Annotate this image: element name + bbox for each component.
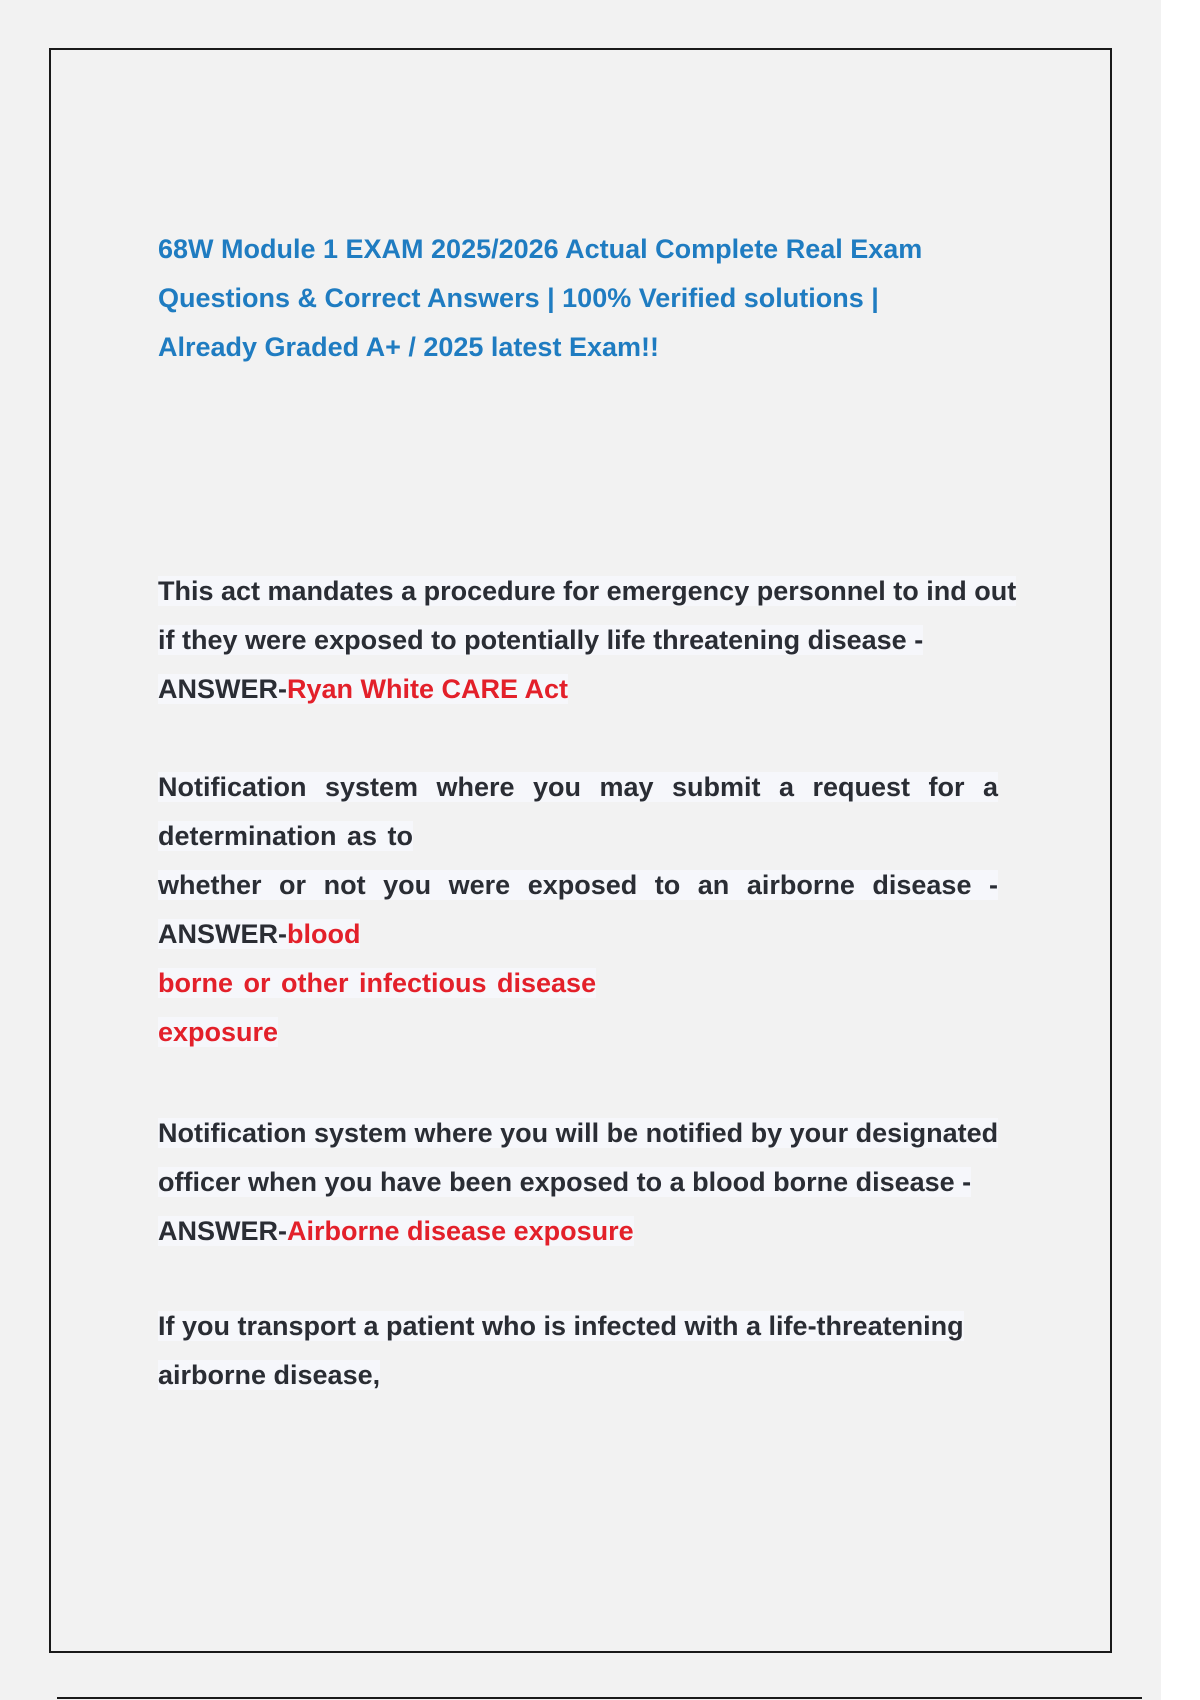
qa-1-answer-prefix: ANSWER-	[158, 674, 287, 704]
qa-1-question: This act mandates a procedure for emergency personnel to ind out if they were exposed to potentially life threatening disease -	[158, 576, 1017, 655]
qa-4-question: If you transport a patient who is infected with a life-threatening airborne disease,	[158, 1311, 964, 1390]
title-line-2: Questions & Correct Answers | 100% Verified solutions |	[158, 283, 879, 313]
qa-1-answer: Ryan White CARE Act	[287, 674, 569, 704]
qa-2-question-line-2: whether or not you were exposed to an airborne disease -	[158, 870, 998, 900]
qa-2-question-line-1: Notification system where you may submit a request for a determination as to	[158, 772, 998, 851]
bottom-divider	[57, 1697, 1142, 1699]
qa-2-answer-line-1: blood	[287, 919, 361, 949]
qa-3-answer-prefix: ANSWER-	[158, 1216, 287, 1246]
qa-2-question-line-1-wrap	[158, 763, 998, 861]
document-title	[158, 225, 1018, 372]
qa-2-answer-line-3: exposure	[158, 1017, 279, 1047]
qa-2-question-line-2-wrap	[158, 861, 998, 959]
qa-3-question: Notification system where you will be notified by your designated officer when you have been exposed to a blood borne disease -	[158, 1118, 999, 1197]
qa-2-answer-line-2-wrap	[158, 959, 998, 1008]
qa-2-answer-line-3-wrap	[158, 1008, 998, 1057]
qa-item-2	[158, 763, 998, 1057]
qa-3-answer: Airborne disease exposure	[287, 1216, 634, 1246]
qa-item-4	[158, 1302, 1038, 1400]
qa-item-3	[158, 1109, 1018, 1256]
title-line-3: Already Graded A+ / 2025 latest Exam!!	[158, 332, 659, 362]
qa-2-answer-prefix: ANSWER-	[158, 919, 287, 949]
title-line-1: 68W Module 1 EXAM 2025/2026 Actual Complete Real Exam	[158, 234, 923, 264]
qa-2-answer-line-2: borne or other infectious disease	[158, 968, 597, 998]
qa-item-1	[158, 567, 1018, 714]
right-margin-strip	[1161, 0, 1200, 1700]
